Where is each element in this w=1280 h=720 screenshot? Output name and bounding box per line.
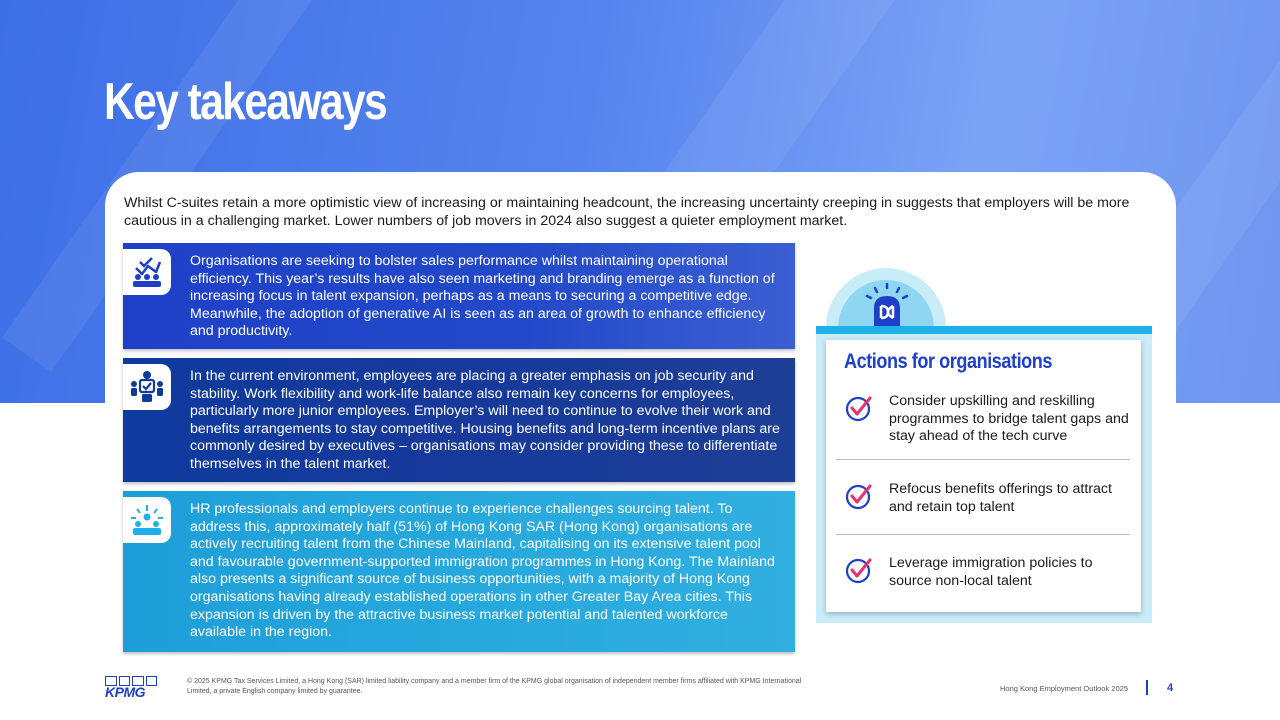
actions-top-bar	[816, 326, 1152, 334]
page-title: Key takeaways	[104, 73, 387, 131]
alarm-light-icon	[862, 282, 912, 326]
takeaway-box-1	[123, 243, 795, 349]
takeaway-icon-tile	[123, 497, 171, 543]
actions-title: Actions for organisations	[844, 350, 1052, 373]
takeaway-box-2	[123, 358, 795, 482]
page-number: 4	[1167, 682, 1174, 694]
alarm-badge	[816, 260, 1152, 326]
footer-separator	[1146, 680, 1148, 695]
takeaway-icon-tile	[123, 249, 171, 295]
takeaway-icon-tile	[123, 364, 171, 410]
takeaway-text: Organisations are seeking to bolster sales performance whilst maintaining operational efficiency. This year’s results have also seen marketing and branding emerge as a function of increasing focus in talent expansion, perhaps as a means to securing a competitive edge. Meanwhile, the adoption of generative AI is seen as an area of growth to enhance efficiency and productivity.	[190, 253, 775, 340]
checkmark-circle-icon	[844, 481, 874, 511]
intro-paragraph: Whilst C-suites retain a more optimistic view of increasing or maintaining headcount, the increasing uncertainty creeping in suggests that employers will be more cautious in a challenging market. Lower numbers of job movers in 2024 also suggest a quieter employment market.	[124, 195, 1130, 229]
action-text: Leverage immigration policies to source non-local talent	[889, 555, 1093, 589]
takeaway-text: HR professionals and employers continue to experience challenges sourcing talent. To address this, approximately half (51%) of Hong Kong SAR (Hong Kong) organisations are actively recruiting talent from the Chinese Mainland, capitalising on its extensive talent pool and favourable government-supported immigration programmes in Hong Kong. The Mainland also presents a significant source of business opportunities, with a majority of Hong Kong organisations having already established operations in other Greater Bay Area cities. This expansion is driven by the attractive business market potential and talented workforce available in the region.	[190, 501, 775, 641]
action-divider	[836, 459, 1130, 460]
action-text: Consider upskilling and reskilling programmes to bridge talent gaps and stay ahead of the tech curve	[889, 393, 1129, 445]
talent-network-icon	[129, 503, 165, 537]
footer-legal-text: © 2025 KPMG Tax Services Limited, a Hong Kong (SAR) limited liability company and a member firm of the KPMG global organisation of independent member firms affiliated with KPMG International Limited, a private English company limited by guarantee.	[187, 678, 802, 695]
checkmark-circle-icon	[844, 555, 874, 585]
kpmg-logo	[105, 676, 157, 698]
takeaway-text: In the current environment, employees are placing a greater emphasis on job security and stability. Work flexibility and work-life balance also remain key concerns for employees, particularly more junior employees. Employer’s will need to continue to evolve their work and benefits arrangements to stay competitive. Housing benefits and long-term incentive plans are commonly desired by executives – organisations may consider providing these to differentiate themselves in the talent market.	[190, 368, 780, 472]
kpmg-logo-text: KPMG	[105, 684, 145, 700]
footer-report-title: Hong Kong Employment Outlook 2025	[1000, 684, 1128, 693]
employee-security-icon	[129, 370, 165, 404]
team-performance-icon	[130, 256, 164, 288]
action-text: Refocus benefits offerings to attract and retain top talent	[889, 481, 1112, 515]
action-divider	[836, 534, 1130, 535]
takeaway-box-3	[123, 491, 795, 652]
checkmark-circle-icon	[844, 393, 874, 423]
